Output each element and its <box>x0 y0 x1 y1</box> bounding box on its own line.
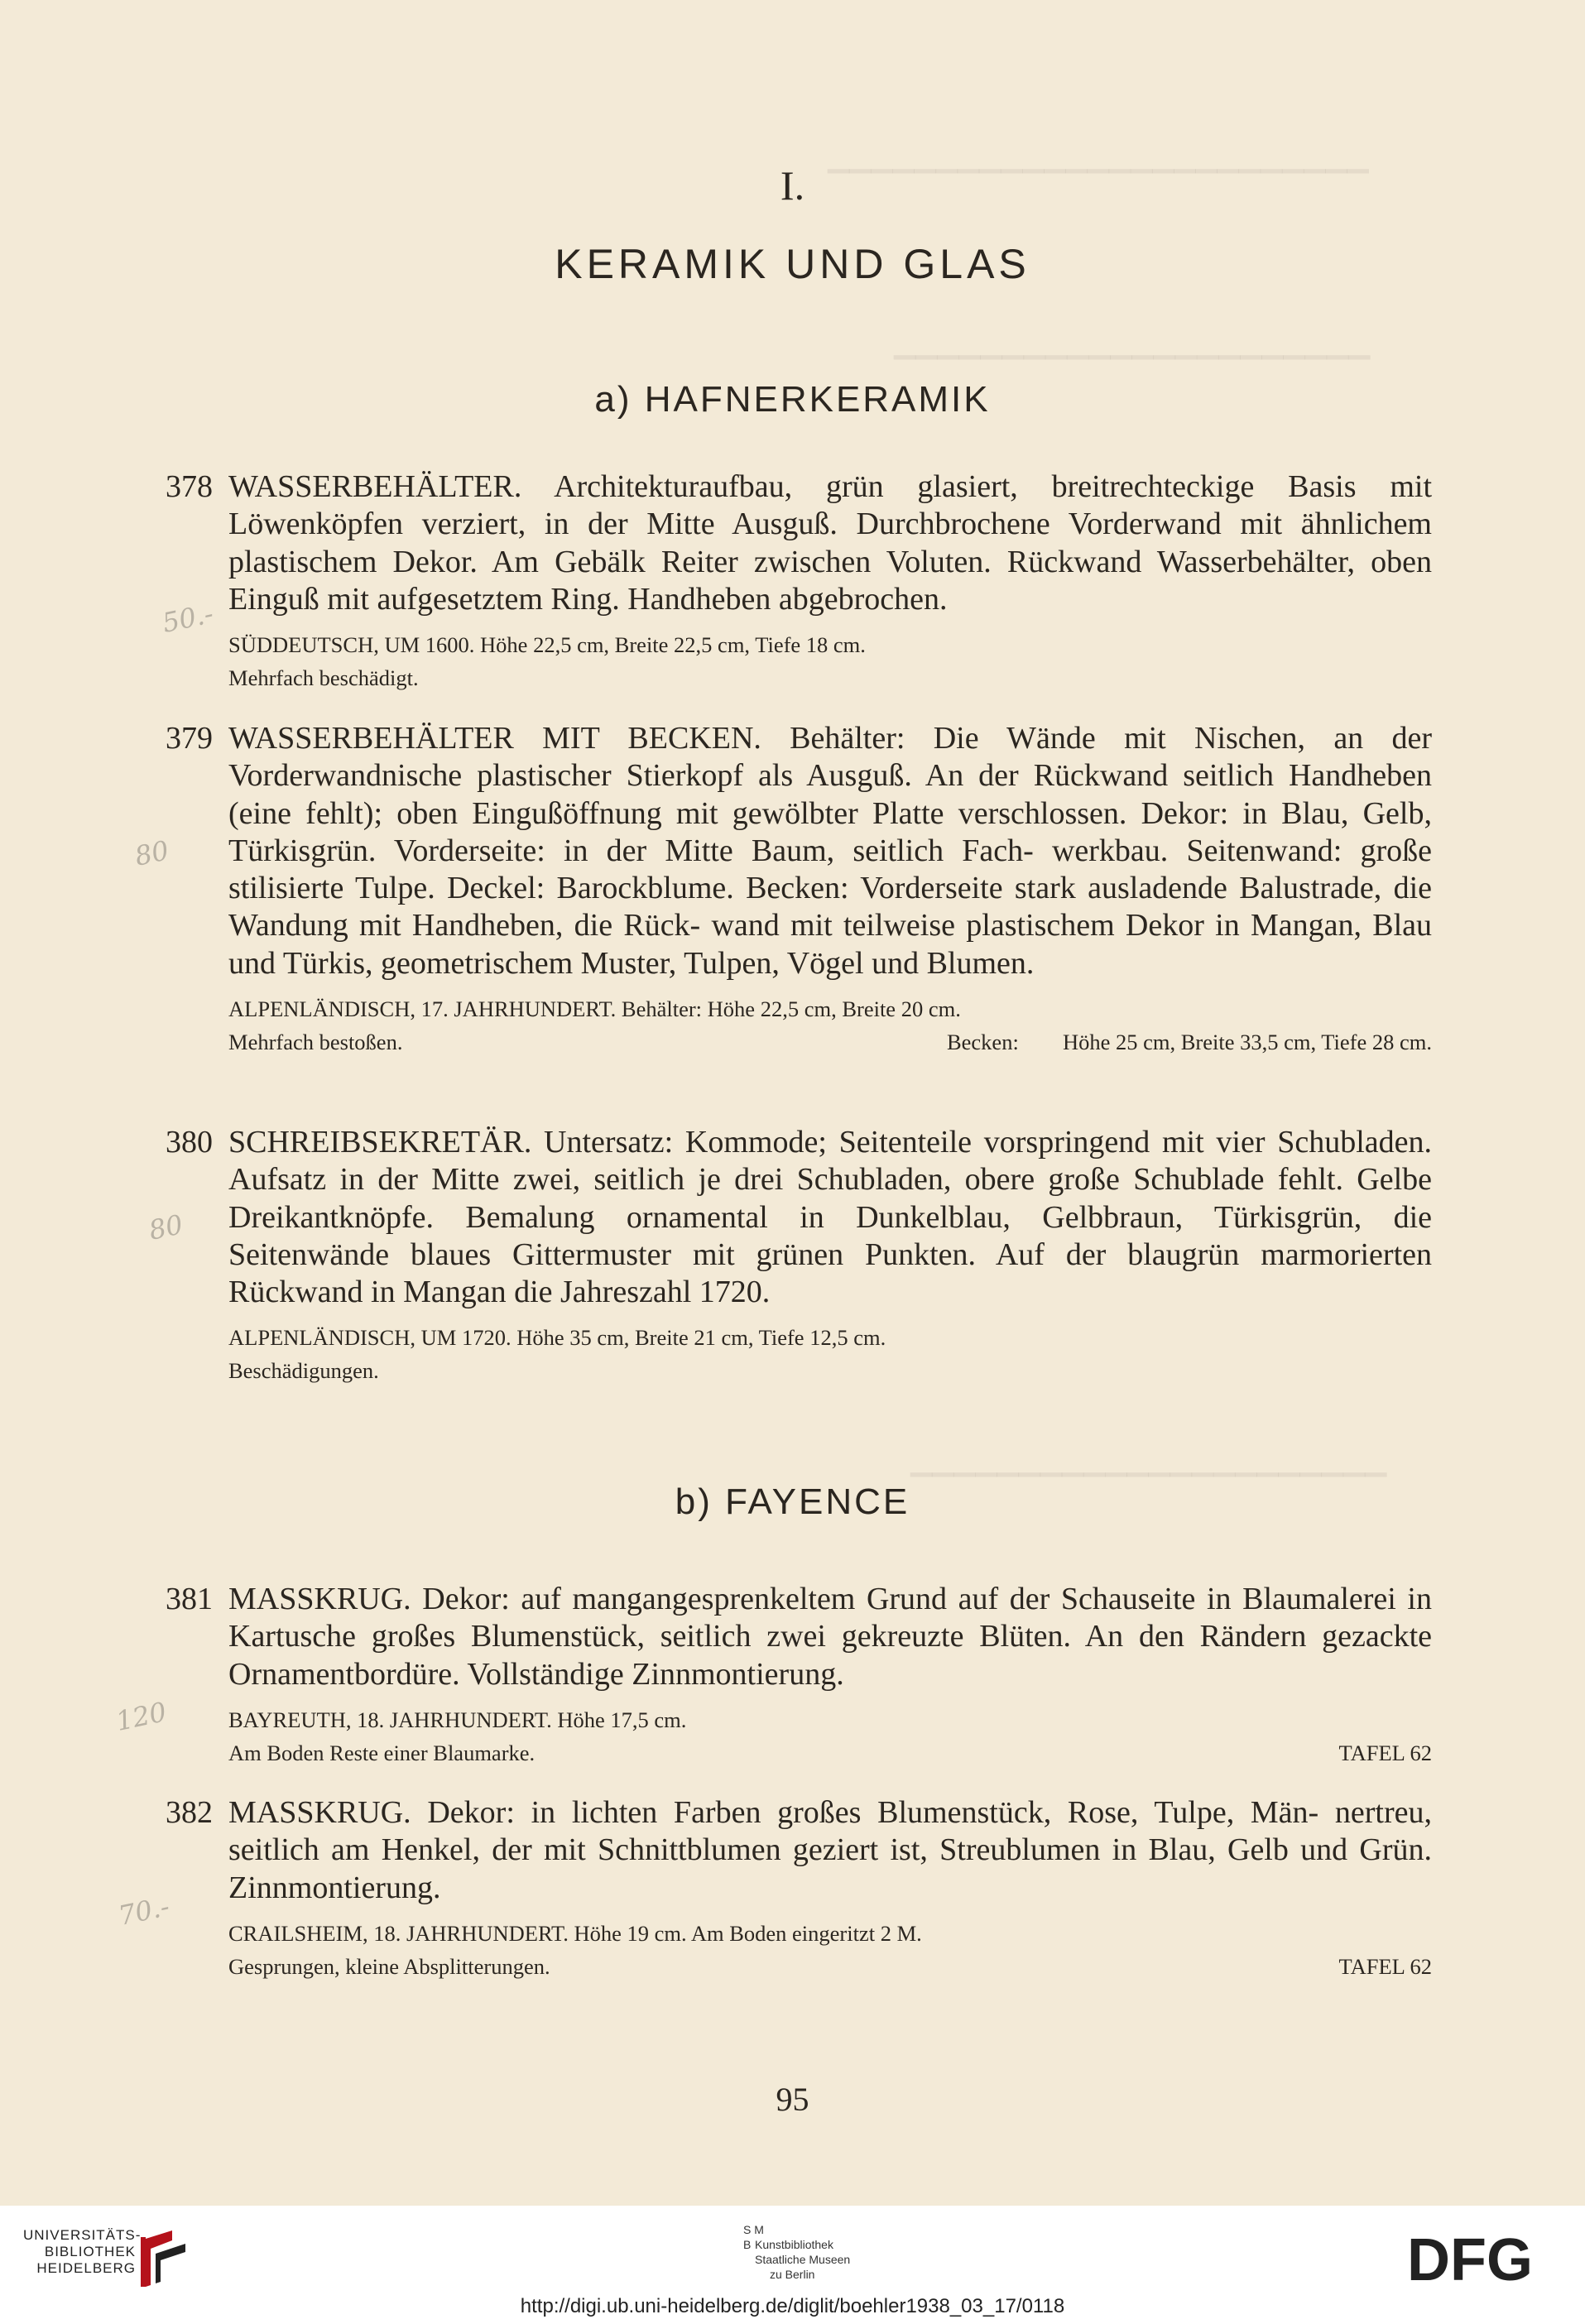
entry-number: 379 <box>166 721 213 756</box>
pencil-annotation: 80 <box>132 834 172 872</box>
catalog-entry-380 <box>166 1124 1432 1387</box>
basin-dimensions <box>947 1025 1432 1059</box>
entry-number: 381 <box>166 1582 213 1616</box>
entry-meta <box>228 1321 1432 1387</box>
entry-origin-dimensions: SÜDDEUTSCH, UM 1600. Höhe 22,5 cm, Breite 22,5 cm, Tiefe 18 cm. <box>228 632 866 658</box>
entry-number: 378 <box>166 469 213 504</box>
entry-condition: Gesprungen, kleine Absplitterungen. <box>228 1953 550 1979</box>
entry-description: SCHREIBSEKRETÄR. Untersatz: Kommode; Seitenteile vorspringend mit vier Schubladen. Aufsatz in der Mitte zwei, seitlich je drei Schubladen, obere große Schublade fehlt. Gelbe Dreikantknöpfe. Bemalung ornamental in Dunkelblau, Gelbbraun, Türkisgrün, die Seitenwände blaues Gittermuster mit grünen Punkten. Auf der blaugrün marmorierten Rückwand in Mangan die Jahreszahl 1720. <box>228 1125 1432 1310</box>
digitization-footer: UNIVERSITÄTS- BIBLIOTHEK HEIDELBERG S M B Kunstbibliothek Staatliche Museen zu Berlin DFG http://digi.ub.uni-heidelberg.de/diglit/boehler1938_03_17/0118 <box>0 2206 1585 2324</box>
bleed-through: ▔▔▔▔▔▔▔▔▔▔▔▔▔▔▔▔▔▔▔▔▔▔ <box>910 1475 1387 1505</box>
entry-meta <box>228 1703 1432 1769</box>
basin-size: Höhe 25 cm, Breite 33,5 cm, Tiefe 28 cm. <box>1062 1030 1432 1055</box>
entry-condition: Mehrfach bestoßen. <box>228 1030 403 1055</box>
pencil-annotation: 80 <box>146 1208 186 1246</box>
entry-meta <box>228 992 1432 1059</box>
catalog-entry-381 <box>166 1581 1432 1769</box>
permalink-url[interactable]: http://digi.ub.uni-heidelberg.de/diglit/boehler1938_03_17/0118 <box>520 2295 1065 2317</box>
entry-condition: Am Boden Reste einer Blaumarke. <box>228 1740 536 1765</box>
plate-reference: TAFEL 62 <box>1338 1740 1432 1765</box>
pencil-annotation: 50.- <box>159 598 216 639</box>
section-number: I. <box>780 162 805 209</box>
entry-description: WASSERBEHÄLTER MIT BECKEN. Behälter: Die Wände mit Nischen, an der Vorderwandnische plastischer Stierkopf als Ausguß. An der Rückwand seitlich Handheben (eine fehlt); oben Eingußöffnung mit gewölbter Platte verschlossen. Dekor: in Blau, Gelb, Türkisgrün. Vorderseite: in der Mitte Baum, seitlich Fach- werkbau. Seitenwand: große stilisierte Tulpe. Deckel: Barockblume. Becken: Vorderseite stark ausladende Balustrade, die Wandung mit Handheben, die Rück- wand mit teilweise plastischem Dekor in Mangan, Blau und Türkis, geometrischem Muster, Tulpen, Vögel und Blumen. <box>228 721 1432 981</box>
entry-condition: Mehrfach beschädigt. <box>228 665 419 691</box>
catalog-entry-378 <box>166 468 1432 694</box>
university-library-logo[interactable]: UNIVERSITÄTS- BIBLIOTHEK HEIDELBERG <box>23 2227 142 2276</box>
entry-meta-row <box>228 1736 1432 1769</box>
entry-meta-row <box>228 1950 1432 1983</box>
basin-label: Becken: <box>946 1030 1019 1055</box>
entry-description: WASSERBEHÄLTER. Architekturaufbau, grün glasiert, breitrechteckige Basis mit Löwenköpfen verziert, in der Mitte Ausguß. Durchbrochene Vorderwand mit ähnlichem plastischem Dekor. Am Gebälk Reiter zwischen Voluten. Rückwand Wasserbehälter, oben Einguß mit aufgesetztem Ring. Handheben abgebrochen. <box>228 469 1432 617</box>
entry-origin-dimensions: ALPENLÄNDISCH, UM 1720. Höhe 35 cm, Breite 21 cm, Tiefe 12,5 cm. <box>228 1325 886 1351</box>
entry-number: 382 <box>166 1795 213 1830</box>
entry-origin-dimensions: ALPENLÄNDISCH, 17. JAHRHUNDERT. Behälter: Höhe 22,5 cm, Breite 20 cm. <box>228 996 961 1022</box>
university-library-mark-icon <box>139 2229 190 2293</box>
entry-number: 380 <box>166 1125 213 1160</box>
bleed-through: ▔▔▔▔▔▔▔▔▔▔▔▔▔▔▔▔▔▔▔▔▔▔▔▔▔ <box>828 171 1369 202</box>
dfg-logo[interactable] <box>1407 2230 1564 2293</box>
entry-description: MASSKRUG. Dekor: auf mangangesprenkeltem Grund auf der Schauseite in Blaumalerei in Kartusche großes Blumenstück, seitlich zwei gekreuzte Blüten. An den Rändern gezackte Ornamentbordüre. Vollständige Zinnmontierung. <box>228 1582 1432 1692</box>
bleed-through: ▔▔▔▔▔▔▔▔▔▔▔▔▔▔▔▔▔▔▔▔▔▔ <box>894 358 1371 388</box>
entry-meta-row <box>228 1025 1432 1059</box>
subsection-title-hafnerkeramik: a) HAFNERKERAMIK <box>594 379 991 420</box>
svg-text:DFG: DFG <box>1407 2230 1533 2288</box>
catalog-entry-382 <box>166 1794 1432 1983</box>
entry-meta <box>228 628 1432 694</box>
catalog-entry-379 <box>166 720 1432 1059</box>
entry-condition: Beschädigungen. <box>228 1358 379 1384</box>
entry-description: MASSKRUG. Dekor: in lichten Farben großes Blumenstück, Rose, Tulpe, Män- nertreu, seitlich am Henkel, der mit Schnittblumen geziert ist, Streublumen in Blau, Gelb und Grün. Zinnmontierung. <box>228 1795 1432 1905</box>
page-number: 95 <box>776 2081 809 2118</box>
entry-origin-dimensions: BAYREUTH, 18. JAHRHUNDERT. Höhe 17,5 cm. <box>228 1707 687 1732</box>
subsection-title-fayence: b) FAYENCE <box>675 1481 910 1522</box>
pencil-annotation: 70.- <box>115 1890 172 1932</box>
section-title: KERAMIK UND GLAS <box>555 241 1030 287</box>
entry-meta <box>228 1917 1432 1983</box>
plate-reference: TAFEL 62 <box>1338 1953 1432 1979</box>
pencil-annotation: 120 <box>113 1696 170 1737</box>
entry-origin-dimensions: CRAILSHEIM, 18. JAHRHUNDERT. Höhe 19 cm. Am Boden eingeritzt 2 M. <box>228 1920 922 1946</box>
